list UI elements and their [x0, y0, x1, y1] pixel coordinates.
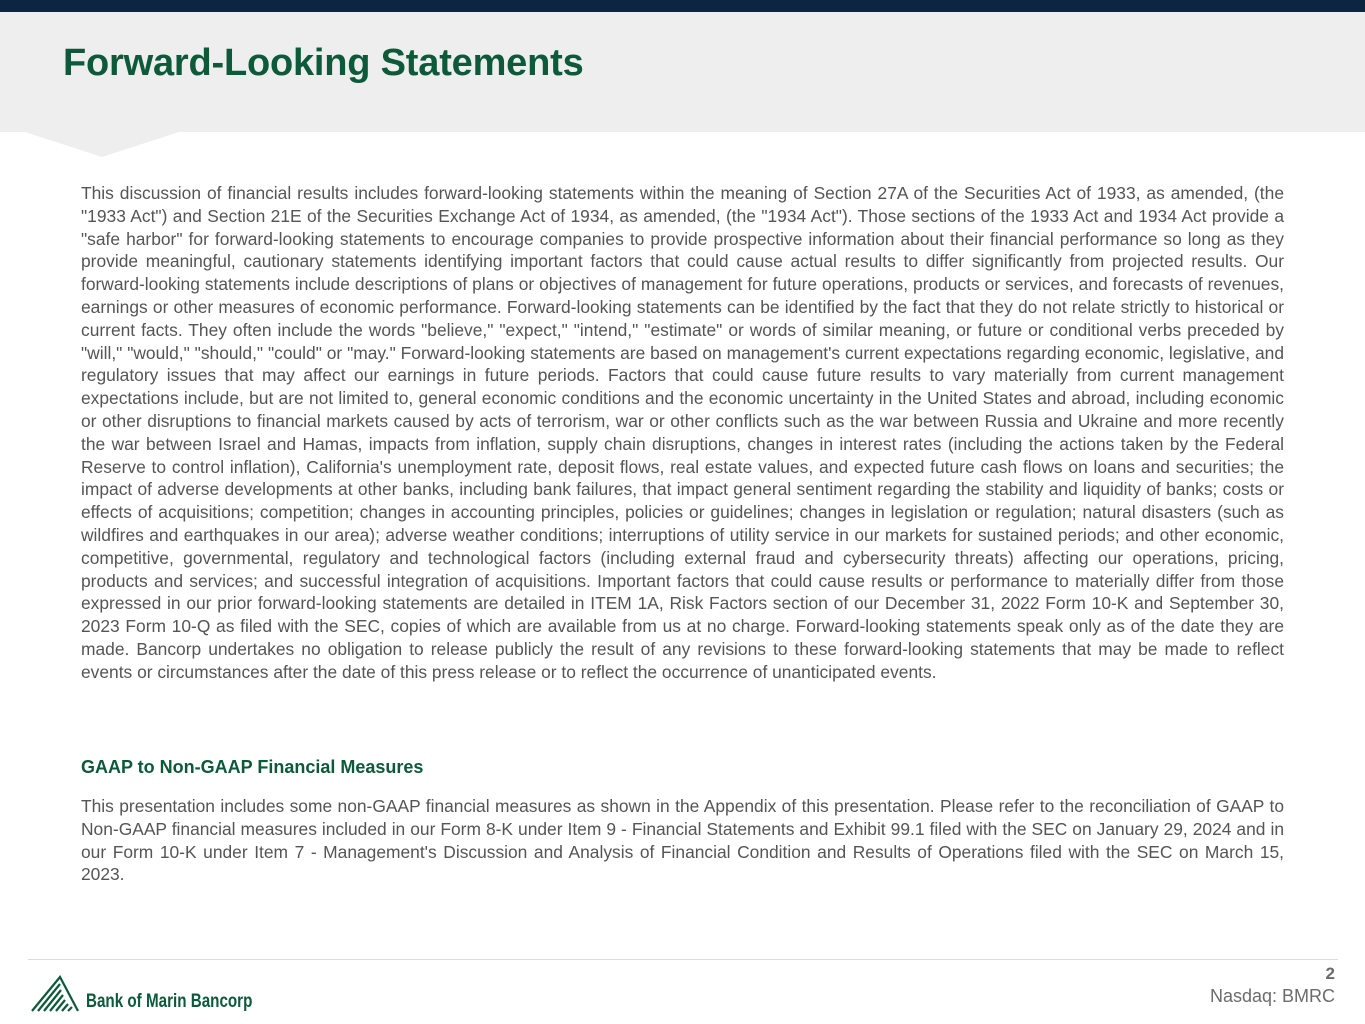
footer-divider: [28, 959, 1338, 960]
logo-wordmark: Bank of Marin Bancorp: [86, 991, 253, 1012]
stock-ticker: Nasdaq: BMRC: [1209, 986, 1335, 1006]
company-logo: [30, 973, 294, 1013]
page-title: Forward-Looking Statements: [63, 42, 584, 84]
gaap-section-heading: GAAP to Non-GAAP Financial Measures: [81, 757, 424, 777]
top-accent-bar: [0, 0, 1365, 12]
page-number: 2: [1325, 964, 1335, 983]
tree-logo-icon: [30, 973, 80, 1013]
forward-looking-paragraph: This discussion of financial results includes forward-looking statements within the meaning of Section 27A of the Securities Act of 1933, as amended, (the "1933 Act") and Section 21E of the Securities Exchange Act of 1934, as amended, (the "1934 Act"). Those sections of the 1933 Act and 1934 Act provide a "safe harbor" for forward-looking statements to encourage companies to provide prospective information about their financial performance so long as they provide meaningful, cautionary statements identifying important factors that could cause actual results to differ significantly from projected results. Our forward-looking statements include descriptions of plans or objectives of management for future operations, products or services, and forecasts of revenues, earnings or other measures of economic performance. Forward-looking statements can be identified by the fact that they do not relate strictly to historical or current facts. They often include the words "believe," "expect," "intend," "estimate" or words of similar meaning, or future or conditional verbs preceded by "will," "would," "should," "could" or "may." Forward-looking statements are based on management's current expectations regarding economic, legislative, and regulatory issues that may affect our earnings in future periods. Factors that could cause future results to vary materially from current management expectations include, but are not limited to, general economic conditions and the economic uncertainty in the United States and abroad, including economic or other disruptions to financial markets caused by acts of terrorism, war or other conflicts such as the war between Russia and Ukraine and more recently the war between Israel and Hamas, impacts from inflation, supply chain disruptions, changes in interest rates (including the actions taken by the Federal Reserve to control inflation), California's unemployment rate, deposit flows, real estate values, and expected future cash flows on loans and securities; the impact of adverse developments at other banks, including bank failures, that impact general sentiment regarding the stability and liquidity of banks; costs or effects of acquisitions; competition; changes in accounting principles, policies or guidelines; changes in legislation or regulation; natural disasters (such as wildfires and earthquakes in our area); adverse weather conditions; interruptions of utility service in our markets for sustained periods; and other economic, competitive, governmental, regulatory and technological factors (including external fraud and cybersecurity threats) affecting our operations, pricing, products and services; and successful integration of acquisitions. Important factors that could cause results or performance to materially differ from those expressed in our prior forward-looking statements are detailed in ITEM 1A, Risk Factors section of our December 31, 2022 Form 10-K and September 30, 2023 Form 10-Q as filed with the SEC, copies of which are available from us at no charge. Forward-looking statements speak only as of the date they are made. Bancorp undertakes no obligation to release publicly the result of any revisions to these forward-looking statements that may be made to reflect events or circumstances after the date of this press release or to reflect the occurrence of unanticipated events.: [81, 183, 1284, 682]
gaap-paragraph: This presentation includes some non-GAAP financial measures as shown in the Appendix of this presentation. Please refer to the reconciliation of GAAP to Non-GAAP financial measures included in our Form 8-K under Item 9 - Financial Statements and Exhibit 99.1 filed with the SEC on January 29, 2024 and in our Form 10-K under Item 7 - Management's Discussion and Analysis of Financial Condition and Results of Operations filed with the SEC on March 15, 2023.: [81, 796, 1284, 885]
header-notch: [22, 131, 182, 157]
